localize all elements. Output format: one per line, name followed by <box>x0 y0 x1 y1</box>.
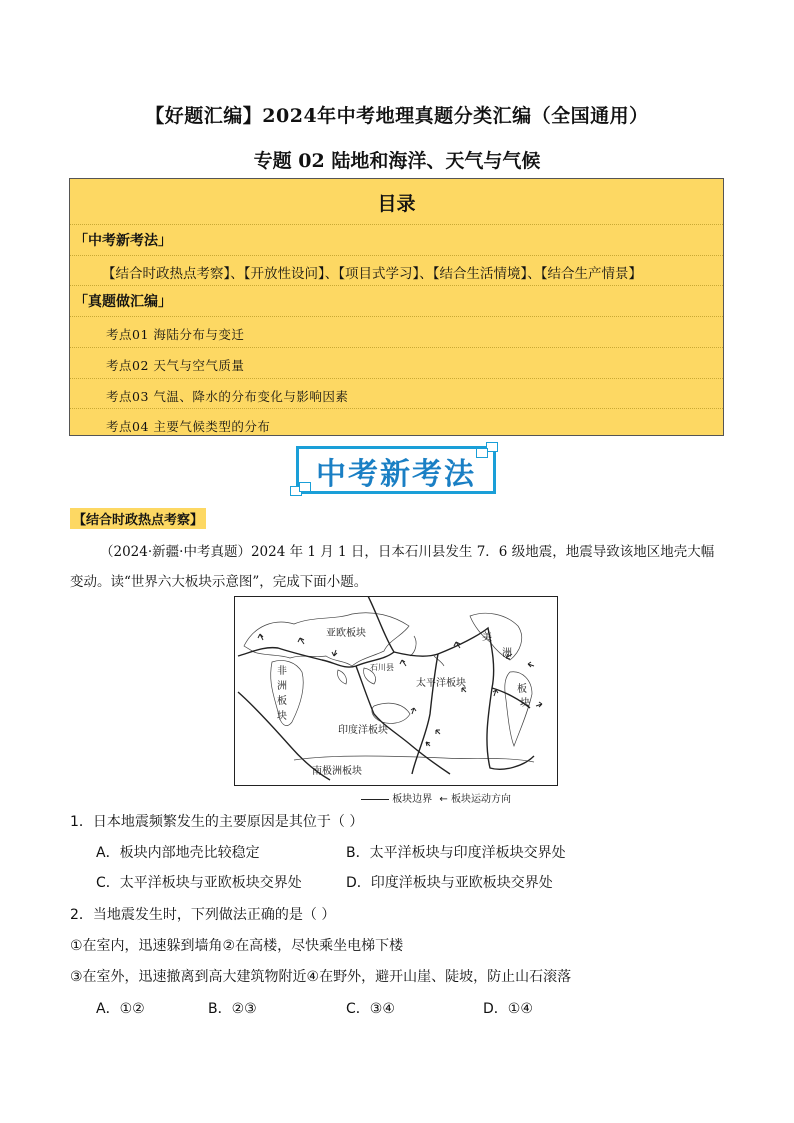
question-1-option-c[interactable]: C．太平洋板块与亚欧板块交界处 <box>96 875 302 891</box>
label-africa-3: 板 <box>277 696 287 707</box>
toc-title: 目录 <box>377 193 416 215</box>
label-antarctic: 南极洲板块 <box>312 766 362 777</box>
toc-row <box>70 255 723 286</box>
label-africa-4: 块 <box>277 711 287 722</box>
toc-row <box>70 408 723 439</box>
question-2-option-b[interactable]: B．②③ <box>208 1001 257 1017</box>
label-africa-2: 洲 <box>277 681 287 692</box>
toc-point-4[interactable]: 考点04 主要气候类型的分布 <box>106 419 271 434</box>
label-africa-1: 非 <box>277 666 287 677</box>
question-1-option-a[interactable]: A．板块内部地壳比较稳定 <box>96 845 260 861</box>
question-2-option-c[interactable]: C．③④ <box>346 1001 395 1017</box>
legend-line-icon <box>361 799 389 800</box>
section-banner <box>290 446 502 498</box>
question-1-option-b[interactable]: B．太平洋板块与印度洋板块交界处 <box>346 845 566 861</box>
question-2-option-d[interactable]: D．①④ <box>483 1001 533 1017</box>
document-title: 【好题汇编】2024年中考地理真题分类汇编（全国通用） <box>145 105 649 127</box>
question-2-option-a[interactable]: A．①② <box>96 1001 145 1017</box>
label-america-4: 块 <box>520 698 530 709</box>
legend-arrow-icon: ← <box>439 794 448 805</box>
banner-text: 中考新考法 <box>316 457 476 492</box>
document-subtitle: 专题 02 陆地和海洋、天气与气候 <box>253 150 541 172</box>
intro-line-2: 变动。读“世界六大板块示意图”，完成下面小题。 <box>70 574 368 590</box>
toc-row <box>70 224 723 255</box>
toc-row <box>70 285 723 316</box>
toc-row <box>70 347 723 378</box>
label-eurasia: 亚欧板块 <box>326 628 366 639</box>
table-of-contents <box>69 178 724 436</box>
toc-section-1[interactable]: 「中考新考法」 <box>74 233 172 249</box>
label-america-3: 板 <box>517 684 527 695</box>
toc-point-3[interactable]: 考点03 气温、降水的分布变化与影响因素 <box>106 389 349 404</box>
world-plates-map <box>234 596 558 786</box>
legend-direction: 板块运动方向 <box>450 794 511 805</box>
label-indian: 印度洋板块 <box>338 725 388 736</box>
toc-row <box>70 378 723 409</box>
map-legend <box>361 790 511 805</box>
topic-tag: 【结合时政热点考察】 <box>70 508 206 529</box>
toc-section-1-items[interactable]: 【结合时政热点考察】、【开放性设问】、【项目式学习】、【结合生活情境】、【结合生产情景】 <box>102 266 642 282</box>
toc-point-2[interactable]: 考点02 天气与空气质量 <box>106 358 245 373</box>
question-2-statement-1: ①在室内，迅速躲到墙角②在高楼，尽快乘坐电梯下楼 <box>70 938 404 954</box>
toc-point-1[interactable]: 考点01 海陆分布与变迁 <box>106 327 245 342</box>
label-america-1: 美 <box>482 632 492 643</box>
label-ishikawa: 石川县 <box>370 663 394 672</box>
legend-boundary: 板块边界 <box>392 794 433 805</box>
label-pacific: 太平洋板块 <box>416 678 466 689</box>
intro-line-1: （2024·新疆·中考真题）2024 年 1 月 1 日，日本石川县发生 7．6 级地震，地震导致该地区地壳大幅 <box>100 544 715 560</box>
label-america-2: 洲 <box>502 648 512 659</box>
toc-row <box>70 316 723 347</box>
question-2-statement-2: ③在室外，迅速撤离到高大建筑物附近④在野外，避开山崖、陡坡，防止山石滚落 <box>70 969 572 985</box>
toc-section-2[interactable]: 「真题做汇编」 <box>74 294 172 310</box>
question-1-option-d[interactable]: D．印度洋板块与亚欧板块交界处 <box>346 875 553 891</box>
question-1-stem: 1．日本地震频繁发生的主要原因是其位于（ ） <box>70 814 364 830</box>
question-2-stem: 2．当地震发生时，下列做法正确的是（ ） <box>70 907 336 923</box>
